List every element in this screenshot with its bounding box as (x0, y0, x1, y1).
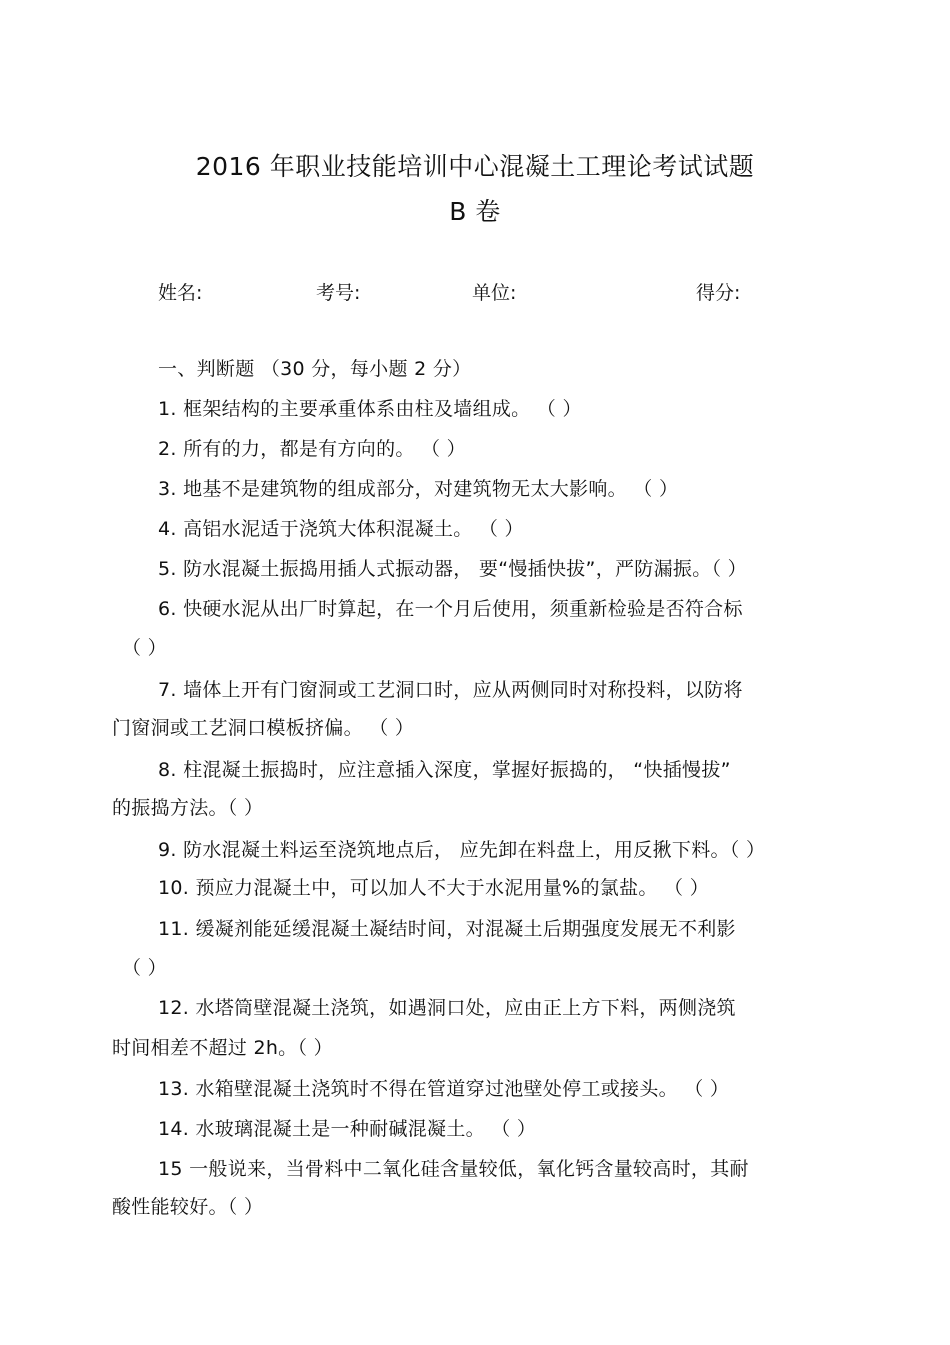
question-line: （ ） (122, 957, 167, 979)
unit-field-label: 单位: (472, 282, 517, 304)
question-line: 15 一般说来，当骨料中二氧化硅含量较低，氧化钙含量较高时，其耐 (158, 1158, 749, 1180)
question-line: 9. 防水混凝土料运至浇筑地点后， 应先卸在料盘上，用反揪下料。（ ） (158, 839, 766, 861)
section-heading: 一、判断题 （30 分，每小题 2 分） (158, 358, 472, 380)
question-line: 7. 墙体上开有门窗洞或工艺洞口时，应从两侧同时对称投料，以防将 (158, 679, 743, 701)
question-line: （ ） (122, 637, 167, 659)
question-line: 门窗洞或工艺洞口模板挤偏。 （ ） (112, 717, 415, 739)
question-line: 酸性能较好。（ ） (112, 1196, 264, 1218)
question-line: 13. 水箱壁混凝土浇筑时不得在管道穿过池壁处停工或接头。 （ ） (158, 1078, 730, 1100)
question-line: 10. 预应力混凝土中，可以加人不大于水泥用量%的氯盐。 （ ） (158, 877, 709, 899)
score-field-label: 得分: (696, 282, 741, 304)
name-field-label: 姓名: (158, 282, 203, 304)
question-line: 8. 柱混凝土振捣时，应注意插入深度，掌握好振捣的， “快插慢拔” (158, 759, 731, 781)
question-line: 时间相差不超过 2h。（ ） (112, 1037, 333, 1059)
question-line: 14. 水玻璃混凝土是一种耐碱混凝土。 （ ） (158, 1118, 537, 1140)
question-line: 4. 高铝水泥适于浇筑大体积混凝土。 （ ） (158, 518, 524, 540)
question-line: 2. 所有的力，都是有方向的。 （ ） (158, 438, 466, 460)
question-line: 3. 地基不是建筑物的组成部分，对建筑物无太大影响。 （ ） (158, 478, 679, 500)
question-line: 1. 框架结构的主要承重体系由柱及墙组成。 （ ） (158, 398, 582, 420)
question-line: 11. 缓凝剂能延缓混凝土凝结时间，对混凝土后期强度发展无不利影 (158, 918, 736, 940)
exam-subtitle: B 卷 (449, 197, 501, 226)
question-line: 12. 水塔筒壁混凝土浇筑，如遇洞口处，应由正上方下料，两侧浇筑 (158, 997, 736, 1019)
question-line: 的振捣方法。（ ） (112, 797, 264, 819)
exam-number-field-label: 考号: (316, 282, 361, 304)
exam-title: 2016 年职业技能培训中心混凝土工理论考试试题 (195, 152, 755, 181)
question-line: 6. 快硬水泥从出厂时算起，在一个月后使用，须重新检验是否符合标 (158, 598, 743, 620)
question-line: 5. 防水混凝土振捣用插人式振动器， 要“慢插快拔”，严防漏振。（ ） (158, 558, 747, 580)
